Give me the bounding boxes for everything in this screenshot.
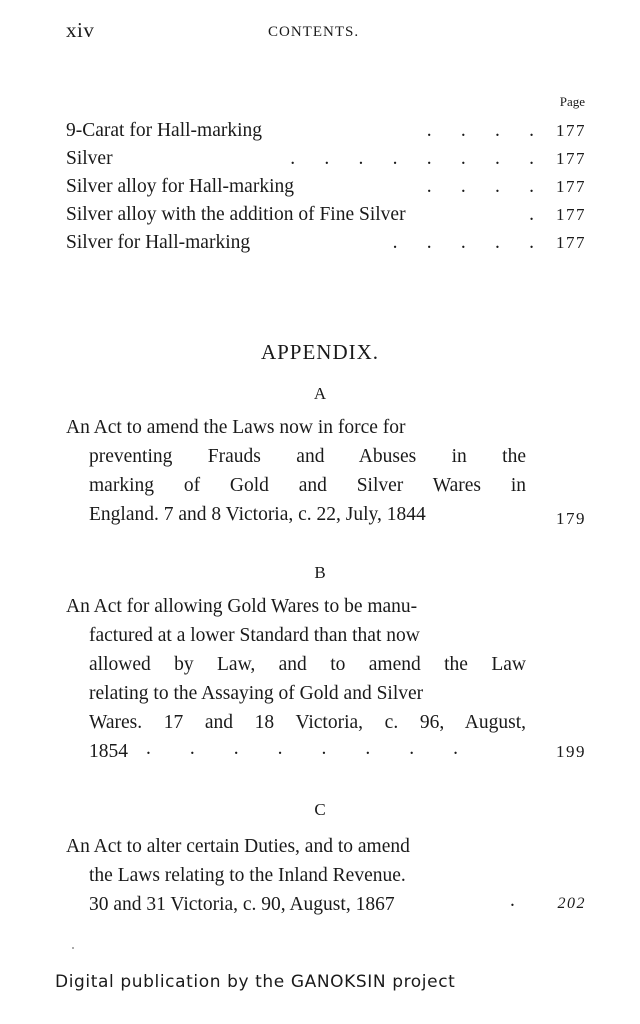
toc-row-title: 9-Carat for Hall-marking: [66, 120, 263, 141]
section-letter-b: B: [314, 563, 326, 582]
entry-line: 1854: [89, 741, 128, 762]
toc-row-page: 177: [556, 149, 586, 168]
entry-line: the Laws relating to the Inland Revenue.: [89, 865, 406, 886]
leader-dots: .: [510, 890, 515, 911]
toc-row-title: Silver for Hall-marking: [66, 232, 251, 253]
scan-speck: [72, 947, 74, 949]
toc-row[interactable]: [66, 201, 586, 229]
toc-row-page: 177: [556, 177, 586, 196]
running-title: CONTENTS.: [268, 24, 360, 40]
footer-credit: Digital publication by the GANOKSIN project: [55, 972, 456, 992]
toc-row-title: Silver: [66, 148, 113, 169]
entry-page-a: 179: [556, 509, 586, 528]
entry-line: England. 7 and 8 Victoria, c. 22, July, 1844: [89, 504, 426, 525]
leader-dots: . . . .: [426, 120, 534, 141]
entry-page-b: 199: [556, 742, 586, 761]
entry-line: 30 and 31 Victoria, c. 90, August, 1867: [89, 894, 395, 915]
entry-line: An Act for allowing Gold Wares to be manu-: [66, 596, 418, 617]
leader-dots: . . . . . . . .: [146, 738, 458, 759]
entry-line: An Act to amend the Laws now in force for: [66, 417, 406, 438]
entry-line: marking of Gold and Silver Wares in: [89, 475, 526, 496]
leader-dots: . . . . .: [392, 232, 534, 253]
page-column-label: Page: [559, 94, 585, 109]
section-letter-a: A: [313, 384, 327, 403]
toc-row-page: 177: [556, 233, 586, 252]
toc-row[interactable]: [66, 117, 586, 145]
leader-dots: .: [529, 204, 534, 225]
toc-row-title: Silver alloy for Hall-marking: [66, 176, 294, 197]
toc-row-title: Silver alloy with the addition of Fine Silver: [66, 204, 406, 225]
section-letter-c: C: [314, 800, 326, 819]
entry-line: factured at a lower Standard than that now: [89, 625, 420, 646]
entry-line: An Act to alter certain Duties, and to amend: [66, 836, 410, 857]
toc-row-page: 177: [556, 205, 586, 224]
entry-line: preventing Frauds and Abuses in the: [89, 446, 526, 467]
entry-page-c: 202: [557, 895, 586, 912]
entry-line: relating to the Assaying of Gold and Silver: [89, 683, 424, 704]
appendix-entry-a[interactable]: [66, 413, 526, 529]
entry-line: allowed by Law, and to amend the Law: [89, 654, 526, 675]
page-folio: xiv: [66, 18, 95, 42]
toc-row-page: 177: [556, 121, 586, 140]
entry-line: Wares. 17 and 18 Victoria, c. 96, August,: [89, 712, 526, 733]
leader-dots: . . . .: [426, 176, 534, 197]
toc-row[interactable]: [66, 173, 586, 201]
appendix-entry-c[interactable]: [66, 832, 526, 919]
toc-row[interactable]: [66, 229, 586, 257]
leader-dots: . . . . . . . .: [290, 148, 534, 169]
appendix-heading: APPENDIX.: [260, 340, 380, 364]
toc-row[interactable]: [66, 145, 586, 173]
